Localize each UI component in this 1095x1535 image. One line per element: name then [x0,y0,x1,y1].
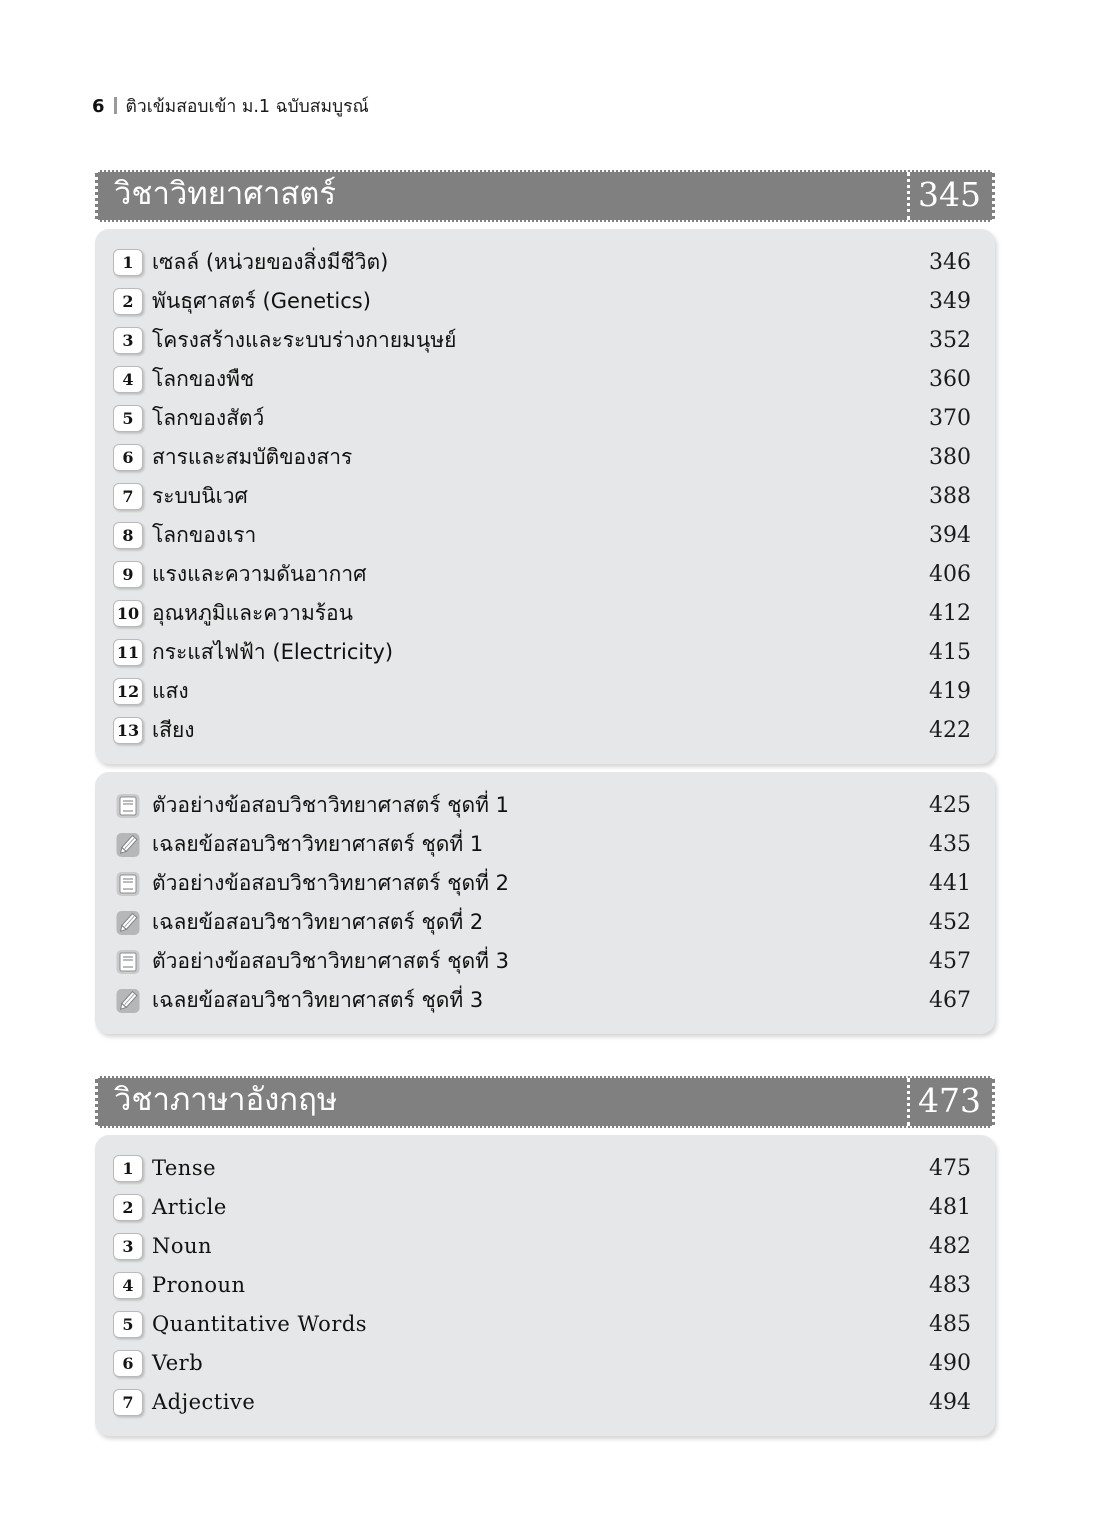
running-header [92,92,369,120]
toc-chapter-row[interactable] [113,477,971,516]
toc-chapter-row[interactable] [113,243,971,282]
document-icon [113,791,143,821]
toc-entry-label: เฉลยข้อสอบวิชาวิทยาศาสตร์ ชุดที่ 1 [152,832,484,857]
toc-chapter-row[interactable] [113,399,971,438]
toc-entry-label: Quantitative Words [152,1312,368,1337]
toc-entry-label: Pronoun [152,1273,246,1298]
section-panel-stack [95,229,995,1034]
toc-entry-page-number: 485 [929,1312,971,1337]
toc-entry-page-number: 406 [929,562,971,587]
toc-chapter-row[interactable] [113,282,971,321]
toc-entry-page-number: 349 [929,289,971,314]
section-header-dotted-divider [907,1078,910,1126]
toc-entry-page-number: 490 [929,1351,971,1376]
pencil-icon [113,830,143,860]
toc-entry-label: สารและสมบัติของสาร [152,445,353,470]
chapter-number-badge: 4 [113,1272,143,1299]
section-header-bar[interactable] [95,170,995,222]
toc-exam-row[interactable] [113,942,971,981]
toc-entry-page-number: 425 [929,793,971,818]
toc-chapter-row[interactable] [113,1227,971,1266]
toc-exam-row[interactable] [113,864,971,903]
toc-entry-page-number: 467 [929,988,971,1013]
toc-entry-page-number: 482 [929,1234,971,1259]
toc-exam-row[interactable] [113,903,971,942]
toc-chapter-row[interactable] [113,1266,971,1305]
chapter-number-badge: 5 [113,1311,143,1338]
toc-exam-row[interactable] [113,825,971,864]
section-start-page: 345 [918,175,981,214]
pencil-icon [113,986,143,1016]
toc-entry-page-number: 435 [929,832,971,857]
toc-entry-label: เซลล์ (หน่วยของสิ่งมีชีวิต) [152,250,389,275]
chapter-number-badge: 12 [113,678,143,705]
chapter-number-badge: 9 [113,561,143,588]
toc-chapter-row[interactable] [113,1344,971,1383]
toc-entry-page-number: 370 [929,406,971,431]
toc-section [95,1076,995,1436]
toc-chapter-row[interactable] [113,711,971,750]
chapter-number-badge: 6 [113,1350,143,1377]
chapter-list-panel [95,229,995,764]
toc-entry-label: กระแสไฟฟ้า (Electricity) [152,640,394,665]
toc-entry-page-number: 494 [929,1390,971,1415]
toc-chapter-row[interactable] [113,633,971,672]
toc-entry-page-number: 457 [929,949,971,974]
toc-entry-label: Adjective [152,1390,256,1415]
toc-chapter-row[interactable] [113,594,971,633]
toc-entry-page-number: 441 [929,871,971,896]
document-icon [113,947,143,977]
chapter-number-badge: 1 [113,1155,143,1182]
chapter-number-badge: 11 [113,639,143,666]
chapter-number-badge: 3 [113,327,143,354]
toc-entry-page-number: 415 [929,640,971,665]
toc-section [95,170,995,1034]
chapter-number-badge: 3 [113,1233,143,1260]
chapter-number-badge: 10 [113,600,143,627]
toc-entry-page-number: 346 [929,250,971,275]
toc-chapter-row[interactable] [113,555,971,594]
section-start-page: 473 [918,1081,981,1120]
toc-entry-page-number: 412 [929,601,971,626]
toc-entry-label: อุณหภูมิและความร้อน [152,601,354,626]
toc-entry-page-number: 388 [929,484,971,509]
toc-entry-label: Article [152,1195,227,1220]
toc-chapter-row[interactable] [113,1383,971,1422]
toc-chapter-row[interactable] [113,438,971,477]
toc-entry-label: โลกของพืช [152,367,255,392]
toc-entry-page-number: 360 [929,367,971,392]
toc-exam-row[interactable] [113,786,971,825]
toc-entry-page-number: 352 [929,328,971,353]
chapter-number-badge: 5 [113,405,143,432]
toc-chapter-row[interactable] [113,672,971,711]
toc-chapter-row[interactable] [113,516,971,555]
toc-chapter-row[interactable] [113,1188,971,1227]
exam-list-panel [95,772,995,1034]
toc-chapter-row[interactable] [113,360,971,399]
chapter-number-badge: 4 [113,366,143,393]
chapter-number-badge: 13 [113,717,143,744]
toc-chapter-row[interactable] [113,1149,971,1188]
toc-entry-label: Noun [152,1234,213,1259]
chapter-number-badge: 2 [113,1194,143,1221]
toc-entry-label: แรงและความดันอากาศ [152,562,367,587]
page-folio-number: 6 [92,96,105,117]
book-title: ติวเข้มสอบเข้า ม.1 ฉบับสมบูรณ์ [125,97,369,117]
toc-entry-label: โลกของเรา [152,523,257,548]
section-title: วิชาภาษาอังกฤษ [114,1082,338,1118]
toc-entry-label: ตัวอย่างข้อสอบวิชาวิทยาศาสตร์ ชุดที่ 1 [152,793,509,818]
document-icon [113,869,143,899]
chapter-number-badge: 8 [113,522,143,549]
chapter-number-badge: 1 [113,249,143,276]
toc-entry-label: ตัวอย่างข้อสอบวิชาวิทยาศาสตร์ ชุดที่ 2 [152,871,509,896]
chapter-number-badge: 6 [113,444,143,471]
chapter-number-badge: 2 [113,288,143,315]
chapter-list-panel [95,1135,995,1436]
toc-exam-row[interactable] [113,981,971,1020]
toc-entry-page-number: 475 [929,1156,971,1181]
toc-entry-label: เฉลยข้อสอบวิชาวิทยาศาสตร์ ชุดที่ 2 [152,910,484,935]
toc-entry-label: ตัวอย่างข้อสอบวิชาวิทยาศาสตร์ ชุดที่ 3 [152,949,509,974]
toc-entry-label: โลกของสัตว์ [152,406,265,431]
toc-entry-page-number: 422 [929,718,971,743]
chapter-number-badge: 7 [113,1389,143,1416]
toc-entry-label: Verb [152,1351,204,1376]
header-divider-rule [114,97,117,114]
section-header-dotted-divider [907,172,910,220]
toc-entry-page-number: 452 [929,910,971,935]
pencil-icon [113,908,143,938]
section-panel-stack [95,1135,995,1436]
toc-entry-label: โครงสร้างและระบบร่างกายมนุษย์ [152,328,457,353]
toc-entry-page-number: 483 [929,1273,971,1298]
toc-entry-label: แสง [152,679,189,704]
chapter-number-badge: 7 [113,483,143,510]
toc-entry-label: เสียง [152,718,195,743]
toc-chapter-row[interactable] [113,321,971,360]
toc-entry-page-number: 394 [929,523,971,548]
toc-entry-page-number: 481 [929,1195,971,1220]
table-of-contents [95,170,995,1478]
toc-entry-page-number: 419 [929,679,971,704]
toc-entry-label: พันธุศาสตร์ (Genetics) [152,289,371,314]
toc-entry-label: ระบบนิเวศ [152,484,248,509]
section-header-bar[interactable] [95,1076,995,1128]
toc-entry-page-number: 380 [929,445,971,470]
toc-entry-label: เฉลยข้อสอบวิชาวิทยาศาสตร์ ชุดที่ 3 [152,988,484,1013]
section-title: วิชาวิทยาศาสตร์ [114,176,337,212]
toc-entry-label: Tense [152,1156,217,1181]
toc-chapter-row[interactable] [113,1305,971,1344]
